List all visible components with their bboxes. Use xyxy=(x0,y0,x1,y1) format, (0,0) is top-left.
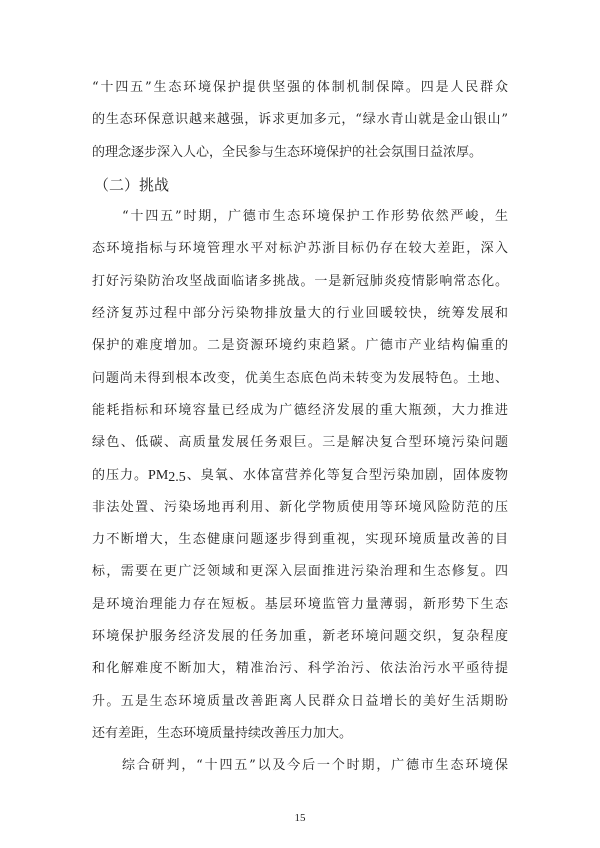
text-line-pm25 xyxy=(92,460,508,492)
text-line: 问题尚未得到根本改变，优美生态底色尚未转变为发展特色。土地、 xyxy=(92,370,508,386)
section-heading: （二）挑战 xyxy=(94,175,170,194)
text-line: 非法处置、污染场地再利用、新化学物质使用等环境风险防范的压 xyxy=(92,499,508,515)
text-line: 态环境指标与环境管理水平对标沪苏浙目标仍存在较大差距，深入 xyxy=(92,241,508,257)
text-line: 综合研判，“十四五”以及今后一个时期，广德市生态环境保 xyxy=(122,758,508,774)
text-line: 绿色、低碳、高质量发展任务艰巨。三是解决复合型环境污染问题 xyxy=(92,435,508,451)
text-line: 能耗指标和环境容量已经成为广德经济发展的重大瓶颈，大力推进 xyxy=(92,402,508,418)
pm-label: PM xyxy=(148,467,169,483)
text-line: 力不断增大，生态健康问题逐步得到重视，实现环境质量改善的目 xyxy=(92,532,508,548)
text-line: 标，需要在更广泛领域和更深入层面推进污染治理和生态修复。四 xyxy=(92,564,508,580)
text-line: 是环境治理能力存在短板。基层环境监管力量薄弱，新形势下生态 xyxy=(92,596,508,612)
text-segment: 、臭氧、水体富营养化等复合型污染加剧，固体废物 xyxy=(185,467,508,483)
document-body xyxy=(92,72,508,783)
page-number: 15 xyxy=(294,812,306,824)
text-line: 打好污染防治攻坚战面临诸多挑战。一是新冠肺炎疫情影响常态化。 xyxy=(92,273,508,289)
text-line: 经济复苏过程中部分污染物排放量大的行业回暖较快，统筹发展和 xyxy=(92,306,508,322)
text-line: 的理念逐步深入人心，全民参与生态环境保护的社会氛围日益浓厚。 xyxy=(92,144,483,160)
text-line: 环境保护服务经济发展的任务加重，新老环境问题交织，复杂程度 xyxy=(92,629,508,645)
text-line: “十四五”生态环境保护提供坚强的体制机制保障。四是人民群众 xyxy=(92,80,508,95)
text-line: 和化解难度不断加大，精准治污、科学治污、依法治污水平亟待提 xyxy=(92,661,508,677)
pm-subscript: 2.5 xyxy=(168,469,186,485)
text-line: 的生态环保意识越来越强，诉求更加多元，“绿水青山就是金山银山” xyxy=(92,112,508,128)
text-line: “十四五”时期，广德市生态环境保护工作形势依然严峻，生 xyxy=(122,209,508,225)
text-line: 升。五是生态环境质量改善距离人民群众日益增长的美好生活期盼 xyxy=(92,693,508,709)
text-line: 还有差距，生态环境质量持续改善压力加大。 xyxy=(92,725,353,741)
text-line: 保护的难度增加。二是资源环境约束趋紧。广德市产业结构偏重的 xyxy=(92,338,508,354)
text-segment: 的压力。 xyxy=(92,467,149,483)
